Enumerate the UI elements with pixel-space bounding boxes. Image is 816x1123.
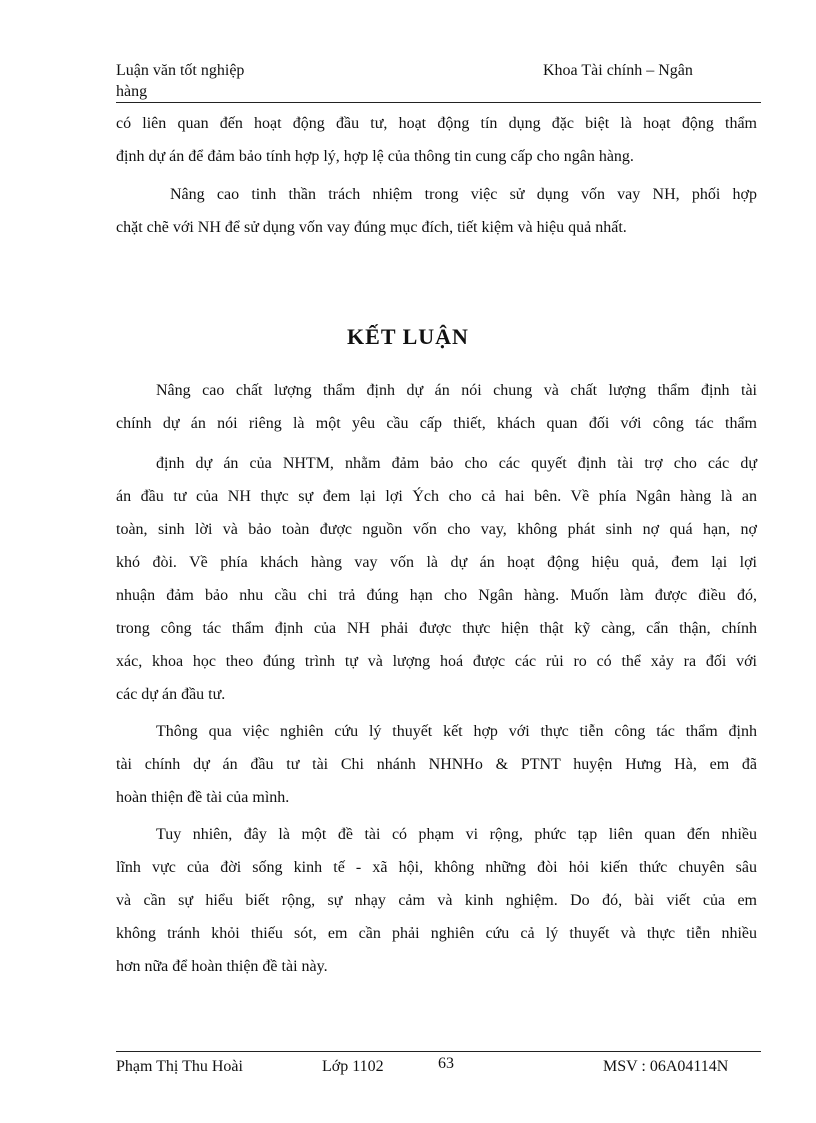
paragraph1-line: định dự án của NHTM, nhằm đảm bảo cho các quyết định tài trợ cho các dự bbox=[156, 455, 757, 472]
page-number: 63 bbox=[438, 1055, 454, 1072]
paragraph3-line: và cần sự hiểu biết rộng, sự nhạy cảm và kinh nghiệm. Do đó, bài viết của em bbox=[116, 892, 757, 909]
footer-author: Phạm Thị Thu Hoài bbox=[116, 1058, 243, 1075]
header-right: Khoa Tài chính – Ngân bbox=[543, 62, 693, 79]
paragraph1-line: các dự án đầu tư. bbox=[116, 686, 226, 703]
paragraph1-line: chính dự án nói riêng là một yêu cầu cấp thiết, khách quan đối với công tác thẩm bbox=[116, 415, 757, 432]
footer-class: Lớp 1102 bbox=[322, 1058, 384, 1075]
section-title: KẾT LUẬN bbox=[347, 324, 469, 349]
intro-line: chặt chẽ với NH để sử dụng vốn vay đúng mục đích, tiết kiệm và hiệu quả nhất. bbox=[116, 219, 627, 236]
paragraph1-line: nhuận đảm bảo nhu cầu chi trả đúng hạn cho Ngân hàng. Muốn làm được điều đó, bbox=[116, 587, 757, 604]
paragraph1-line: trong công tác thẩm định của NH phải được thực hiện thật kỹ càng, cẩn thận, chính bbox=[116, 620, 757, 637]
intro-line: có liên quan đến hoạt động đầu tư, hoạt động tín dụng đặc biệt là hoạt động thẩm bbox=[116, 115, 757, 132]
header-left-line2: hàng bbox=[116, 83, 148, 100]
paragraph1-line: Nâng cao chất lượng thẩm định dự án nói chung và chất lượng thẩm định tài bbox=[156, 382, 757, 399]
paragraph3-line: lĩnh vực của đời sống kinh tế - xã hội, không những đòi hỏi kiến thức chuyên sâu bbox=[116, 859, 757, 876]
header-rule bbox=[116, 102, 761, 103]
paragraph2-line: hoàn thiện đề tài của mình. bbox=[116, 789, 290, 806]
intro-line: Nâng cao tinh thần trách nhiệm trong việc sử dụng vốn vay NH, phối hợp bbox=[170, 186, 757, 203]
paragraph3-line: Tuy nhiên, đây là một đề tài có phạm vi rộng, phức tạp liên quan đến nhiều bbox=[156, 826, 757, 843]
paragraph1-line: xác, khoa học theo đúng trình tự và lượng hoá được các rủi ro có thể xảy ra đối với bbox=[116, 653, 757, 670]
paragraph1-line: khó đòi. Về phía khách hàng vay vốn là dự án hoạt động hiệu quả, đem lại lợi bbox=[116, 554, 757, 571]
paragraph2-line: tài chính dự án đầu tư tài Chi nhánh NHNHo & PTNT huyện Hưng Hà, em đã bbox=[116, 756, 757, 773]
paragraph1-line: án đầu tư của NH thực sự đem lại lợi Ých cho cả hai bên. Về phía Ngân hàng là an bbox=[116, 488, 757, 505]
paragraph3-line: không tránh khỏi thiếu sót, em cần phải nghiên cứu cả lý thuyết và thực tiễn nhiều bbox=[116, 925, 757, 942]
header-left-line1: Luận văn tốt nghiệp bbox=[116, 62, 245, 79]
footer-rule bbox=[116, 1051, 761, 1052]
intro-line: định dự án để đảm bảo tính hợp lý, hợp lệ của thông tin cung cấp cho ngân hàng. bbox=[116, 148, 634, 165]
paragraph3-line: hơn nữa để hoàn thiện đề tài này. bbox=[116, 958, 328, 975]
footer-student-id: MSV : 06A04114N bbox=[603, 1058, 729, 1075]
paragraph2-line: Thông qua việc nghiên cứu lý thuyết kết hợp với thực tiễn công tác thẩm định bbox=[156, 723, 757, 740]
paragraph1-line: toàn, sinh lời và bảo toàn được nguồn vốn cho vay, không phát sinh nợ quá hạn, nợ bbox=[116, 521, 757, 538]
